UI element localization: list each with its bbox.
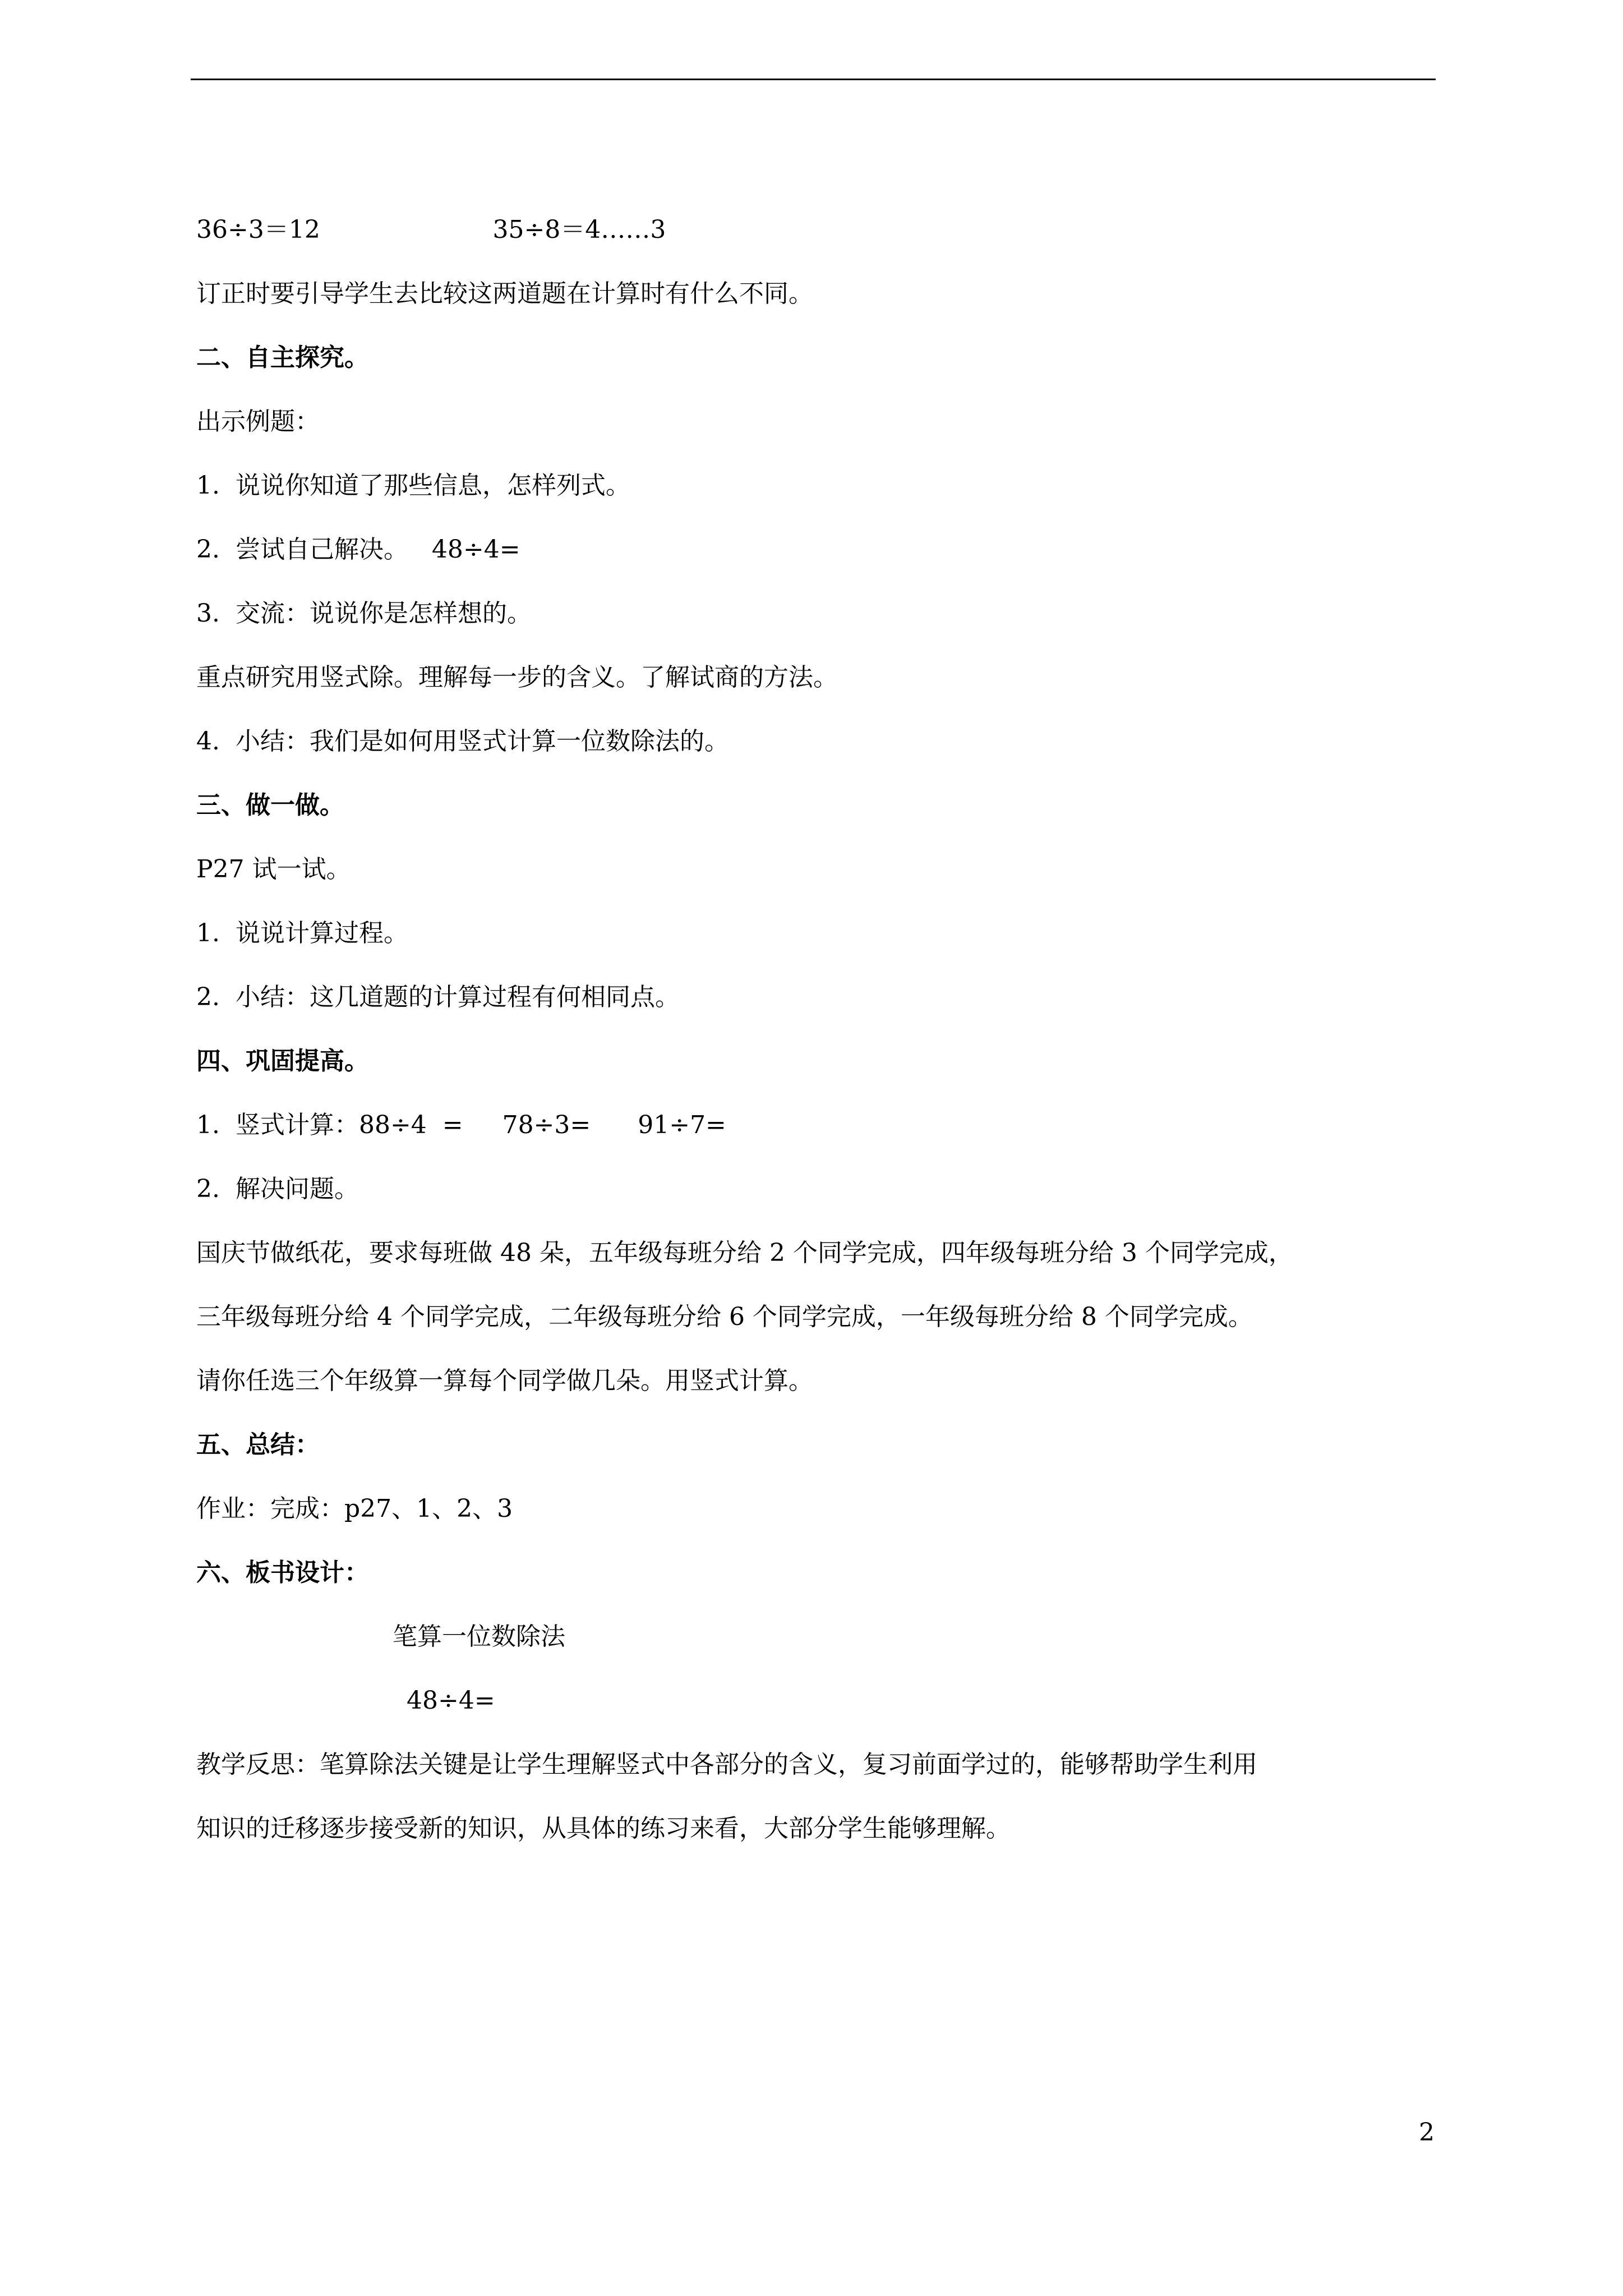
board-title: 笔算一位数除法 [393,1622,565,1651]
board-equation: 48÷4= [407,1686,495,1715]
list-item: 4. 小结：我们是如何用竖式计算一位数除法的。 [196,727,729,756]
problem-text: 三年级每班分给 4 个同学完成，二年级每班分给 6 个同学完成，一年级每班分给 8 个同学完成。 [196,1303,1253,1331]
list-item: 1. 竖式计算：88÷4 = 78÷3= 91÷7= [196,1111,726,1139]
section-heading-2: 二、自主探究。 [196,343,369,372]
homework-line: 作业：完成：p27、1、2、3 [196,1494,513,1523]
problem-text: 国庆节做纸花，要求每班做 48 朵，五年级每班分给 2 个同学完成，四年级每班分给 3 个同学完成， [196,1239,1293,1267]
list-item: 2. 小结：这几道题的计算过程有何相同点。 [196,983,680,1011]
section-heading-5: 五、总结： [196,1430,320,1459]
reflection-text: 知识的迁移逐步接受新的知识，从具体的练习来看，大部分学生能够理解。 [196,1814,1011,1843]
focus-note: 重点研究用竖式除。理解每一步的含义。了解试商的方法。 [196,663,838,692]
list-item: 3. 交流：说说你是怎样想的。 [196,599,532,628]
list-item: 1. 说说你知道了那些信息，怎样列式。 [196,471,630,500]
list-item: 2. 解决问题。 [196,1175,359,1203]
list-item: 2. 尝试自己解决。 48÷4= [196,535,520,564]
page-reference: P27 试一试。 [196,855,351,884]
list-item: 1. 说说计算过程。 [196,919,408,947]
reflection-text: 教学反思：笔算除法关键是让学生理解竖式中各部分的含义，复习前面学过的，能够帮助学生利用 [196,1750,1257,1779]
correction-note: 订正时要引导学生去比较这两道题在计算时有什么不同。 [196,279,813,308]
section-heading-4: 四、巩固提高。 [196,1047,369,1075]
section-heading-6: 六、板书设计： [196,1558,369,1587]
page-number: 2 [1419,2118,1435,2147]
section-heading-3: 三、做一做。 [196,791,344,820]
header-rule [191,79,1436,80]
problem-text: 请你任选三个年级算一算每个同学做几朵。用竖式计算。 [196,1366,813,1395]
review-equations: 36÷3＝12 35÷8＝4……3 [196,215,666,244]
example-intro: 出示例题： [196,407,320,436]
